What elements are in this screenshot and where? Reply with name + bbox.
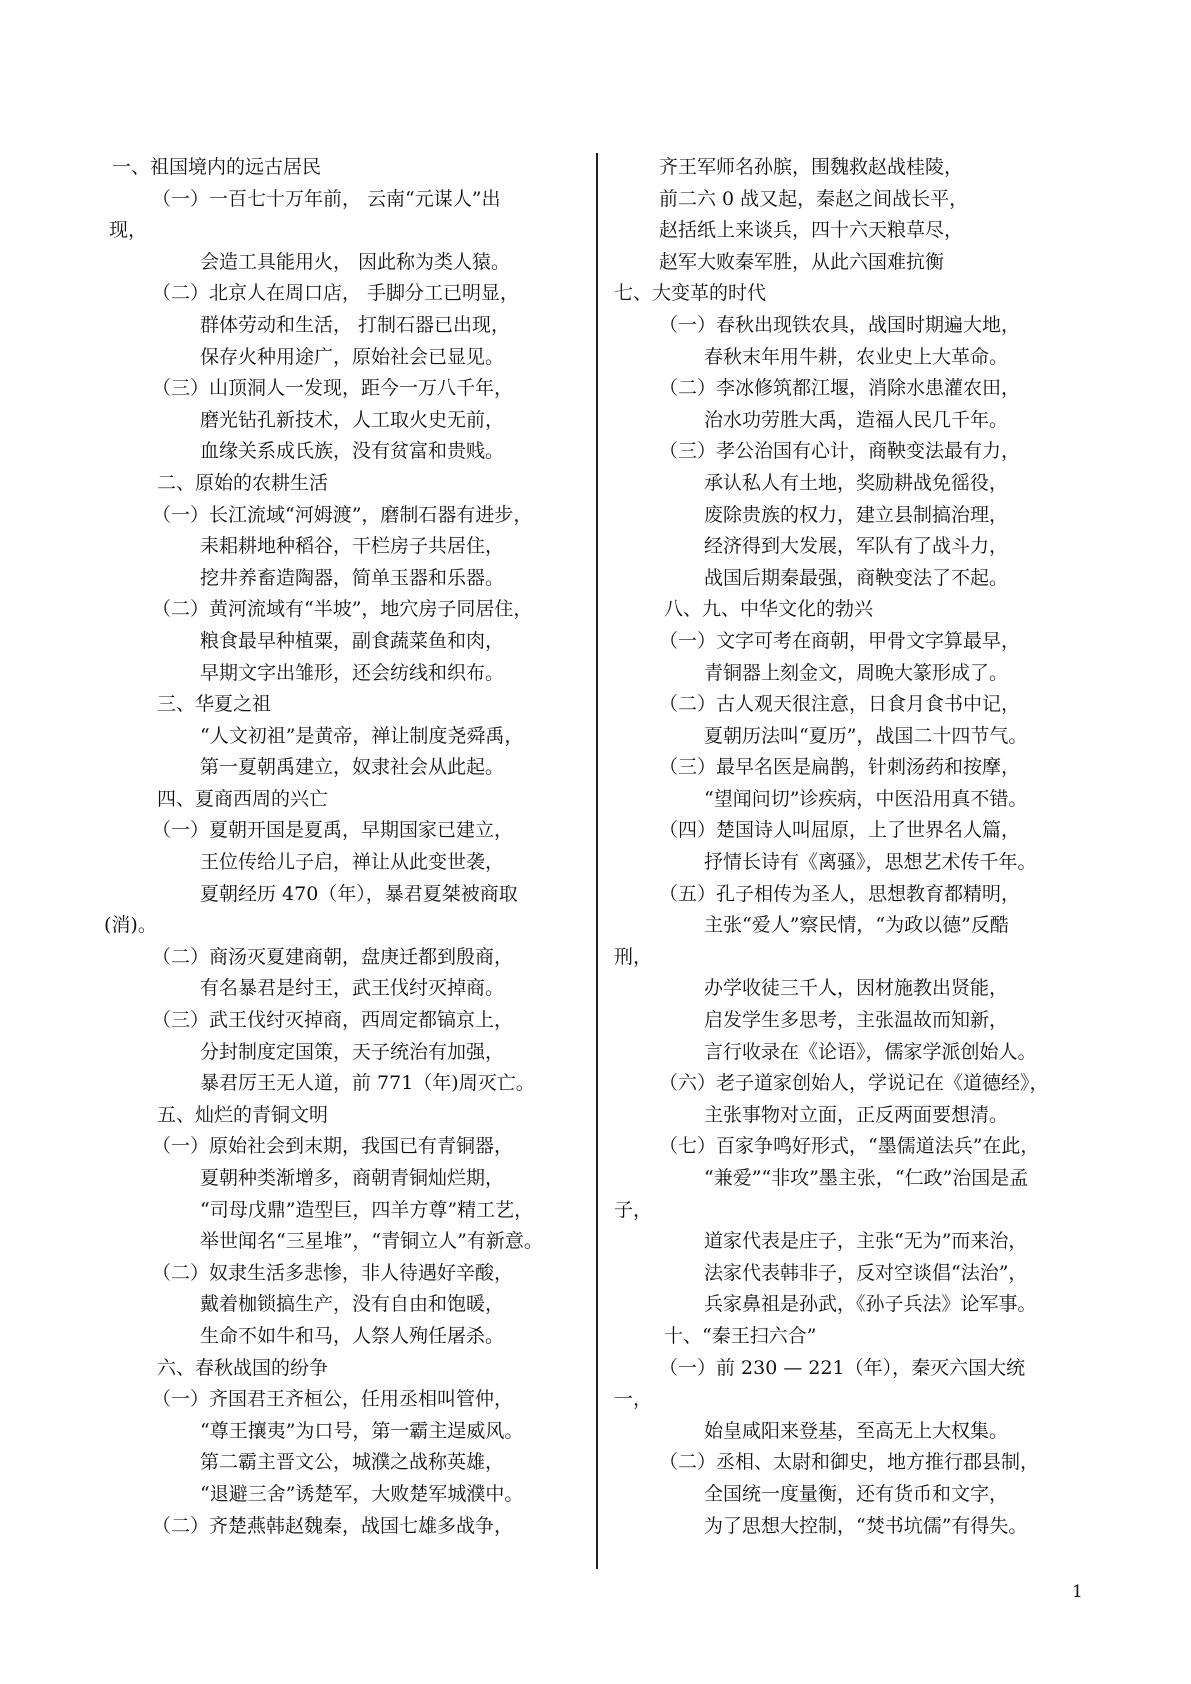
text-line: （四）楚国诗人叫屈原，上了世界名人篇， (659, 819, 1021, 842)
text-line: 四、夏商西周的兴亡 (157, 787, 329, 810)
text-line: 始皇咸阳来登基，至高无上大权集。 (704, 1419, 1009, 1442)
text-line: （一）夏朝开国是夏禹，早期国家已建立， (152, 819, 514, 842)
text-line: 磨光钻孔新技术，人工取火史无前， (200, 408, 505, 431)
text-line: 全国统一度量衡，还有货币和文字， (704, 1482, 1009, 1505)
text-line: 经济得到大发展，军队有了战斗力， (704, 535, 1009, 558)
text-line: “人文初祖”是黄帝，禅让制度尧舜禹， (200, 724, 524, 747)
text-line: （七）百家争鸣好形式，“墨儒道法兵”在此， (659, 1135, 1040, 1158)
text-line: “尊王攘夷”为口号，第一霸主逞威风。 (200, 1419, 524, 1442)
text-line: 齐王军师名孙膑，围魏救赵战桂陵， (659, 156, 964, 178)
text-line: （二）奴隶生活多悲惨，非人待遇好辛酸， (152, 1261, 514, 1284)
text-line: 保存火种用途广，原始社会已显见。 (200, 345, 505, 368)
text-line: “司母戊鼎”造型巨，四羊方尊”精工艺， (200, 1198, 534, 1221)
text-line: 兵家鼻祖是孙武，《孙子兵法》论军事。 (704, 1293, 1037, 1316)
text-line: 刑， (614, 945, 653, 968)
text-line: 六、春秋战国的纷争 (157, 1356, 329, 1379)
text-line: 启发学生多思考，主张温故而知新， (704, 1009, 1009, 1032)
right-column (614, 152, 1084, 1542)
text-line: 夏朝经历 470（年），暴君夏桀被商取 (200, 882, 518, 905)
text-line: 群体劳动和生活， 打制石器已出现， (200, 313, 511, 336)
text-line: （一）文字可考在商朝，甲骨文字算最早， (659, 629, 1021, 652)
text-line: 道家代表是庄子，主张“无为”而来治， (704, 1230, 1028, 1253)
text-line: 前二六 0 战又起，秦赵之间战长平， (659, 187, 969, 210)
text-line: （一）一百七十万年前， 云南“元谋人”出 (152, 187, 501, 210)
text-line: （一）齐国君王齐桓公，任用丞相叫管仲， (152, 1388, 514, 1411)
text-line: 十、“秦王扫六合” (664, 1324, 817, 1347)
text-line: (消)。 (104, 914, 157, 937)
text-line: 会造工具能用火， 因此称为类人猿。 (200, 250, 511, 273)
text-line: “退避三舍”诱楚军，大败楚军城濮中。 (200, 1482, 524, 1505)
text-line: 血缘关系成氏族，没有贫富和贵贱。 (200, 440, 505, 463)
text-line: 分封制度定国策，天子统治有加强， (200, 1040, 505, 1063)
text-line: 现， (109, 219, 148, 242)
left-column (104, 152, 582, 1542)
text-line: 言行收录在《论语》，儒家学派创始人。 (704, 1040, 1037, 1063)
text-line: （一）长江流域“河姆渡”，磨制石器有进步， (152, 503, 533, 526)
text-line: 子， (614, 1198, 653, 1221)
text-line: “兼爱”“非攻”墨主张，“仁政”治国是孟 (704, 1167, 1029, 1189)
text-line: 早期文字出雏形，还会纺线和织布。 (200, 661, 505, 684)
text-line: 七、大变革的时代 (614, 282, 767, 305)
text-line: 承认私人有土地，奖励耕战免徭役， (704, 471, 1009, 494)
text-line: 粮食最早种植粟，副食蔬菜鱼和肉， (200, 629, 505, 652)
text-line: （三）最早名医是扁鹊，针刺汤药和按摩， (659, 756, 1021, 779)
text-line: （二）齐楚燕韩赵魏秦，战国七雄多战争， (152, 1514, 514, 1537)
text-line: （五）孔子相传为圣人，思想教育都精明， (659, 882, 1021, 905)
text-line: 挖井养畜造陶器，简单玉器和乐器。 (200, 566, 505, 589)
text-line: 三、华夏之祖 (157, 693, 272, 716)
text-line: 一、祖国境内的远古居民 (112, 156, 322, 178)
text-line: 第二霸主晋文公，城濮之战称英雄， (200, 1451, 505, 1474)
text-line: 王位传给儿子启，禅让从此变世袭， (200, 851, 505, 874)
text-line: 主张“爱人”察民情，“为政以德”反酷 (704, 914, 1009, 937)
text-line: 八、九、中华文化的勃兴 (664, 598, 874, 621)
text-line: 有名暴君是纣王，武王伐纣灭掉商。 (200, 977, 505, 1000)
text-line: （一）春秋出现铁农具，战国时期遍大地， (659, 313, 1021, 336)
text-line: 为了思想大控制，“焚书坑儒”有得失。 (704, 1514, 1028, 1537)
text-line: 抒情长诗有《离骚》，思想艺术传千年。 (704, 851, 1037, 874)
text-line: 五、灿烂的青铜文明 (157, 1103, 329, 1126)
text-line: （一）前 230 — 221（年），秦灭六国大统 (659, 1356, 1026, 1379)
text-line: 法家代表韩非子，反对空谈倡“法治”， (704, 1261, 1028, 1284)
text-line: 耒耜耕地种稻谷，干栏房子共居住， (200, 535, 505, 558)
text-line: 第一夏朝禹建立，奴隶社会从此起。 (200, 756, 505, 779)
text-line: （二）黄河流域有“半坡”，地穴房子同居住， (152, 598, 533, 621)
text-line: 举世闻名“三星堆”，“青铜立人”有新意。 (200, 1230, 543, 1253)
text-line: 废除贵族的权力，建立县制搞治理， (704, 503, 1009, 526)
text-line: （一）原始社会到末期，我国已有青铜器， (152, 1135, 514, 1158)
text-line: 戴着枷锁搞生产，没有自由和饱暖， (200, 1293, 505, 1316)
text-line: “望闻问切”诊疾病，中医沿用真不错。 (704, 787, 1028, 810)
text-line: 赵括纸上来谈兵，四十六天粮草尽， (659, 219, 964, 242)
text-line: （二）商汤灭夏建商朝，盘庚迁都到殷商， (152, 945, 514, 968)
text-line: 生命不如牛和马，人祭人殉任屠杀。 (200, 1324, 505, 1347)
text-line: （二）北京人在周口店， 手脚分工已明显， (152, 282, 520, 305)
text-line: 暴君厉王无人道，前 771（年)周灭亡。 (200, 1072, 535, 1095)
text-line: （三）山顶洞人一发现，距今一万八千年， (152, 377, 514, 400)
text-line: 夏朝历法叫“夏历”，战国二十四节气。 (704, 724, 1028, 747)
text-line: 夏朝种类渐增多，商朝青铜灿烂期， (200, 1167, 505, 1189)
text-line: 二、原始的农耕生活 (157, 471, 329, 494)
text-line: 主张事物对立面，正反两面要想清。 (704, 1103, 1009, 1126)
text-line: （六）老子道家创始人，学说记在《道德经》， (659, 1072, 1049, 1095)
text-line: 青铜器上刻金文，周晚大篆形成了。 (704, 661, 1009, 684)
text-line: 春秋末年用牛耕，农业史上大革命。 (704, 345, 1009, 368)
text-line: （二）古人观天很注意，日食月食书中记， (659, 693, 1021, 716)
text-line: 一， (614, 1388, 653, 1411)
text-line: （三）孝公治国有心计，商鞅变法最有力， (659, 440, 1021, 463)
text-line: 赵军大败秦军胜，从此六国难抗衡 (659, 250, 945, 273)
page-number: 1 (1072, 1582, 1083, 1602)
text-line: （二）李冰修筑都江堰，消除水患灌农田， (659, 377, 1021, 400)
text-line: 治水功劳胜大禹，造福人民几千年。 (704, 408, 1009, 431)
text-line: 办学收徒三千人，因材施教出贤能， (704, 977, 1009, 1000)
column-divider (596, 153, 598, 1569)
text-line: （三）武王伐纣灭掉商，西周定都镐京上， (152, 1009, 514, 1032)
text-line: （二）丞相、太尉和御史，地方推行郡县制， (659, 1451, 1040, 1474)
text-line: 战国后期秦最强，商鞅变法了不起。 (704, 566, 1009, 589)
